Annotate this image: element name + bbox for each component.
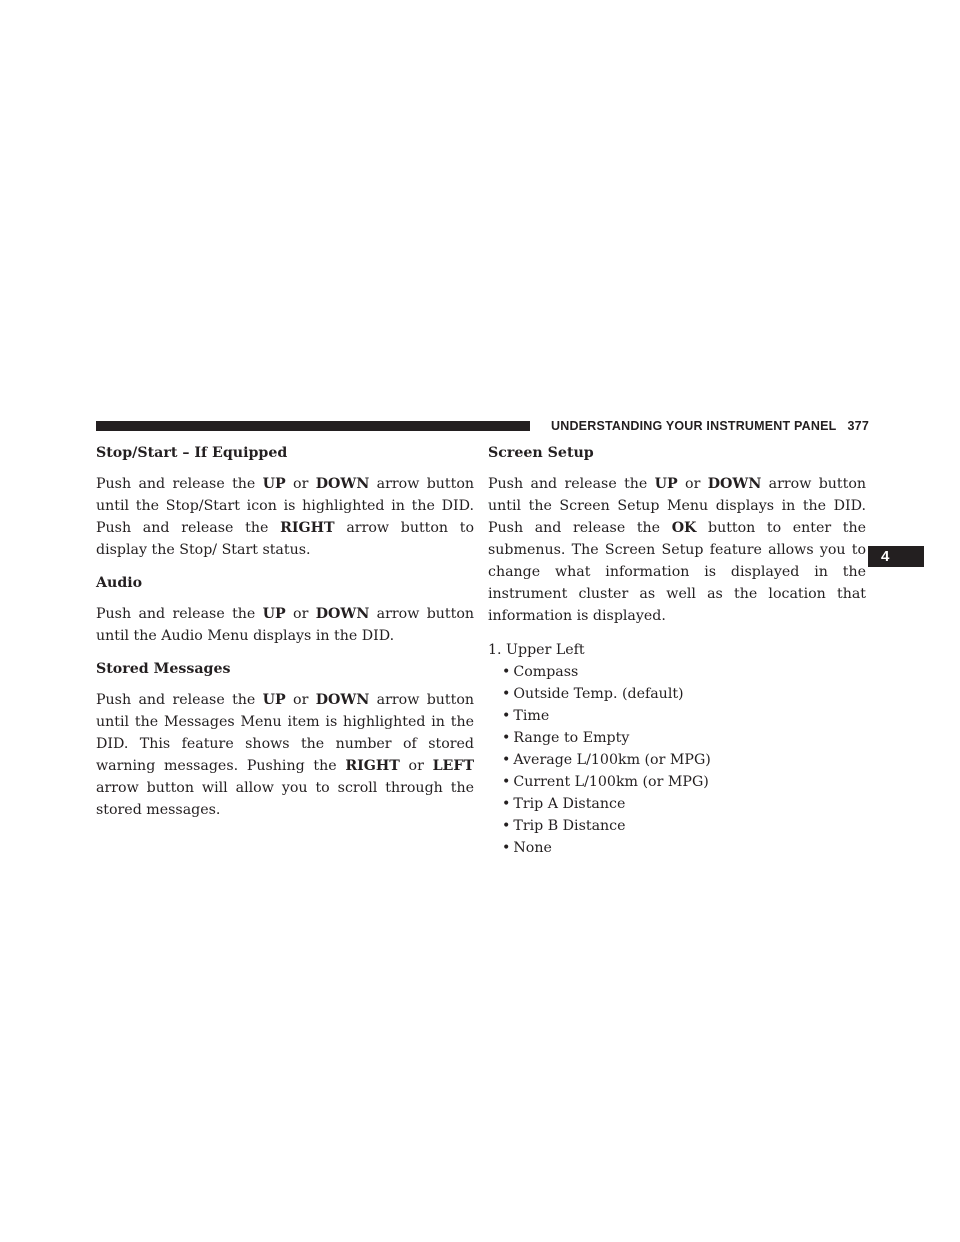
screen-setup-heading: Screen Setup [488, 445, 594, 461]
screen-setup-paragraph: Push and release the UP or DOWN arrow button until the Screen Setup Menu displays in the DID. Push and release the OK button to enter the submenus. The Screen Setup feature allows you to change what information is displayed in the instrument cluster as well as the location that information is displayed. [488, 476, 866, 624]
list-item: • Range to Empty [502, 727, 866, 749]
upper-left-list-title: 1. Upper Left [488, 642, 585, 658]
list-item: • Current L/100km (or MPG) [502, 771, 866, 793]
audio-paragraph: Push and release the UP or DOWN arrow button until the Audio Menu displays in the DID. [96, 606, 474, 644]
audio-heading: Audio [96, 575, 143, 591]
list-item: • Average L/100km (or MPG) [502, 749, 866, 771]
upper-left-options [488, 661, 866, 859]
stored-messages-heading: Stored Messages [96, 661, 231, 677]
list-item: • Trip B Distance [502, 815, 866, 837]
chapter-tab: 4 [868, 546, 924, 567]
left-column [96, 443, 474, 833]
stop-start-paragraph: Push and release the UP or DOWN arrow button until the Stop/Start icon is highlighted in the DID. Push and release the RIGHT arrow button to display the Stop/ Start status. [96, 476, 475, 558]
section-title: UNDERSTANDING YOUR INSTRUMENT PANEL [551, 419, 837, 433]
right-column [488, 443, 866, 859]
page-number: 377 [847, 419, 869, 433]
list-item: • None [502, 837, 866, 859]
stored-messages-paragraph: Push and release the UP or DOWN arrow button until the Messages Menu item is highlighted in the DID. This feature shows the number of stored warning messages. Pushing the RIGHT or LEFT arrow button will allow you to scroll through the stored messages. [96, 692, 474, 818]
header-rule [96, 421, 530, 431]
running-header [551, 419, 869, 433]
list-item: • Outside Temp. (default) [502, 683, 866, 705]
stop-start-heading: Stop/Start – If Equipped [96, 445, 288, 461]
list-item: • Time [502, 705, 866, 727]
list-item: • Trip A Distance [502, 793, 866, 815]
list-item: • Compass [502, 661, 866, 683]
